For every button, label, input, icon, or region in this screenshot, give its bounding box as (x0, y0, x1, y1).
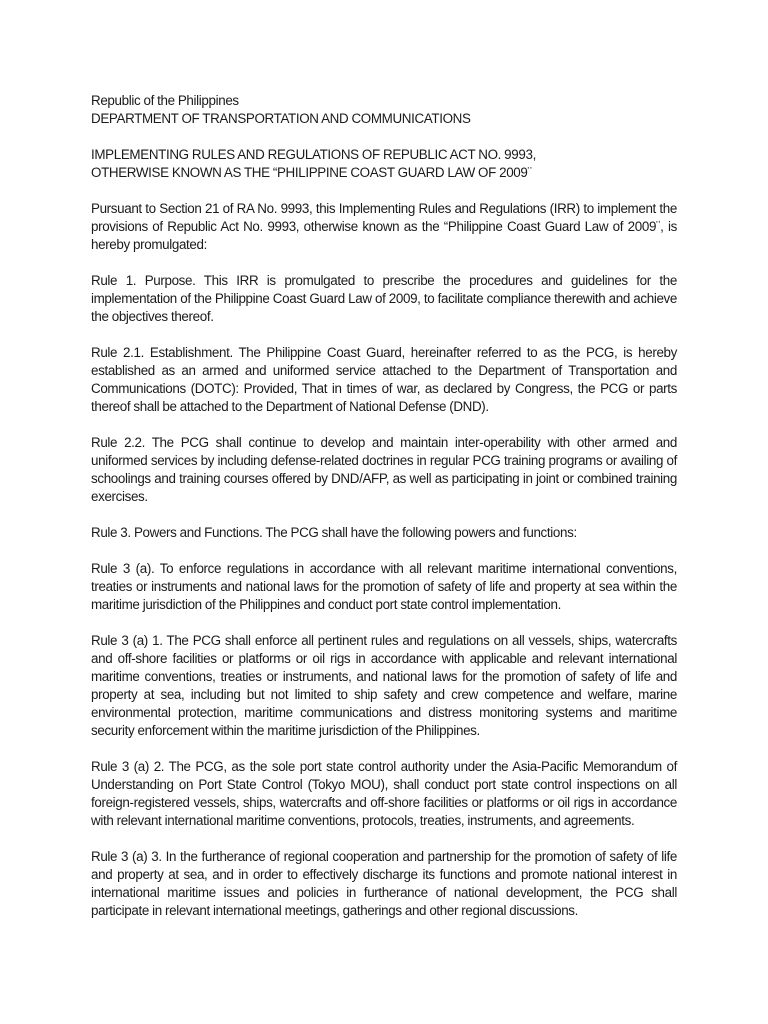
rule-2-1-paragraph: Rule 2.1. Establishment. The Philippine Coast Guard, hereinafter referred to as the PCG, is hereby established as an armed and uniformed service attached to the Department of Transportation and Communications (DOTC): Provided, That in times of war, as declared by Congress, the PCG or parts thereof shall be attached to the Department of National Defense (DND). (91, 345, 677, 414)
rule-3a3-paragraph: Rule 3 (a) 3. In the furtherance of regional cooperation and partnership for the promotion of safety of life and property at sea, and in order to effectively discharge its functions and promote national interest in international maritime issues and policies in furtherance of national development, the PCG shall participate in relevant international meetings, gatherings and other regional discussions. (91, 849, 677, 918)
rule-1-paragraph: Rule 1. Purpose. This IRR is promulgated to prescribe the procedures and guidelines for the implementation of the Philippine Coast Guard Law of 2009, to facilitate compliance therewith and achieve the objectives thereof. (91, 273, 677, 324)
header-republic: Republic of the Philippines (91, 93, 239, 108)
document-title (91, 146, 677, 182)
title-line-1: IMPLEMENTING RULES AND REGULATIONS OF REPUBLIC ACT NO. 9993, (91, 147, 536, 162)
rule-3-paragraph: Rule 3. Powers and Functions. The PCG shall have the following powers and functions: (91, 525, 577, 540)
rule-3a-paragraph: Rule 3 (a). To enforce regulations in accordance with all relevant maritime international conventions, treaties or instruments and national laws for the promotion of safety of life and property at sea within the maritime jurisdiction of the Philippines and conduct port state control implementation. (91, 561, 677, 612)
header-department: DEPARTMENT OF TRANSPORTATION AND COMMUNICATIONS (91, 111, 471, 126)
title-line-2: OTHERWISE KNOWN AS THE “PHILIPPINE COAST GUARD LAW OF 2009¨ (91, 165, 532, 180)
rule-2-2-paragraph: Rule 2.2. The PCG shall continue to develop and maintain inter-operability with other armed and uniformed services by including defense-related doctrines in regular PCG training programs or availing of schoolings and training courses offered by DND/AFP, as well as participating in joint or combined training exercises. (91, 435, 677, 504)
rule-3a2-paragraph: Rule 3 (a) 2. The PCG, as the sole port state control authority under the Asia-Pacific Memorandum of Understanding on Port State Control (Tokyo MOU), shall conduct port state control inspections on all foreign-registered vessels, ships, watercrafts and off-shore facilities or platforms or oil rigs in accordance with relevant international maritime conventions, protocols, treaties, instruments, and agreements. (91, 759, 677, 828)
document-page (91, 92, 677, 920)
preamble-paragraph: Pursuant to Section 21 of RA No. 9993, this Implementing Rules and Regulations (IRR) to implement the provisions of Republic Act No. 9993, otherwise known as the “Philippine Coast Guard Law of 2009¨, is hereby promulgated: (91, 201, 677, 252)
rule-3a1-paragraph: Rule 3 (a) 1. The PCG shall enforce all pertinent rules and regulations on all vessels, ships, watercrafts and off-shore facilities or platforms or oil rigs in accordance with applicable and relevant international maritime conventions, treaties or instruments, and national laws for the promotion of safety of life and property at sea, including but not limited to ship safety and crew competence and welfare, marine environmental protection, maritime communications and distress monitoring systems and maritime security enforcement within the maritime jurisdiction of the Philippines. (91, 633, 677, 738)
document-header (91, 92, 677, 128)
